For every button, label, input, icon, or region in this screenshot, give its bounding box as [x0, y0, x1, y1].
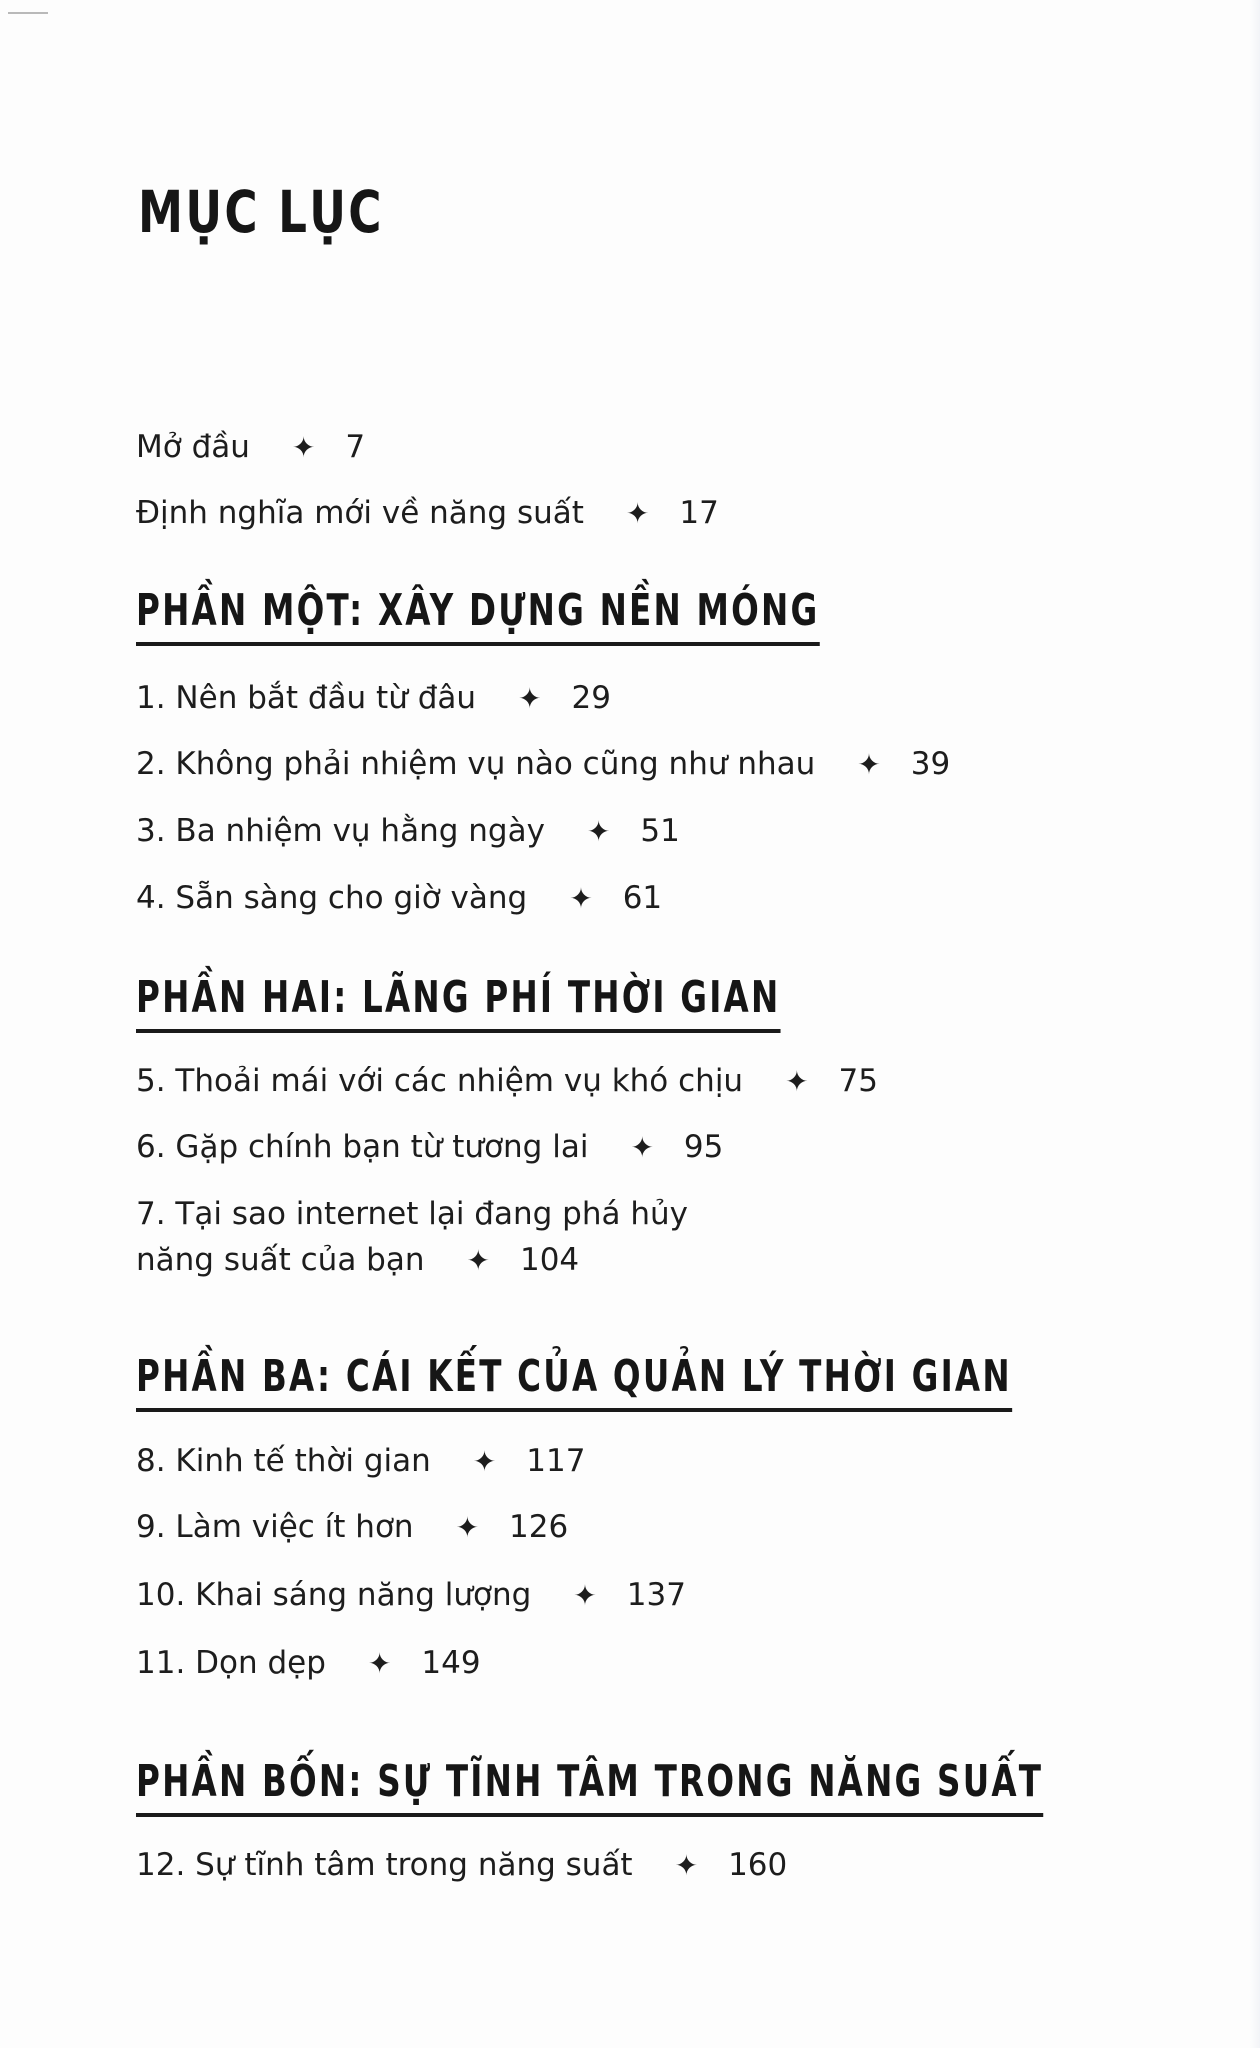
entry-page-number: 137 [626, 1577, 686, 1613]
star-separator-icon: ✦ [573, 1579, 597, 1612]
star-separator-icon: ✦ [630, 1131, 654, 1164]
star-separator-icon: ✦ [785, 1065, 809, 1098]
star-separator-icon: ✦ [291, 431, 316, 464]
entry-page-number: 149 [421, 1645, 481, 1681]
entry-label: Mở đầu [136, 429, 250, 465]
entry-label: 5. Thoải mái với các nhiệm vụ khó chịu [136, 1063, 744, 1099]
star-separator-icon: ✦ [586, 815, 611, 848]
scan-edge-mark [8, 12, 48, 14]
entry-label: 8. Kinh tế thời gian [136, 1443, 431, 1479]
part-heading: PHẦN MỘT: XÂY DỰNG NỀN MÓNG [136, 586, 819, 646]
toc-entry [136, 1842, 787, 1889]
part-heading: PHẦN HAI: LÃNG PHÍ THỜI GIAN [136, 973, 780, 1033]
entry-label: 12. Sự tĩnh tâm trong năng suất [136, 1847, 633, 1883]
toc-entry [136, 490, 719, 537]
entry-page-number: 7 [345, 429, 366, 465]
page-edge-shadow [1250, 0, 1260, 2048]
entry-label: 1. Nên bắt đầu từ đâu [136, 680, 477, 716]
toc-entry [136, 424, 365, 471]
entry-page-number: 117 [526, 1443, 586, 1479]
star-separator-icon: ✦ [857, 748, 881, 781]
toc-entry [136, 1191, 688, 1284]
toc-entry [136, 1572, 686, 1619]
entry-label: 6. Gặp chính bạn từ tương lai [136, 1129, 589, 1165]
star-separator-icon: ✦ [674, 1849, 699, 1882]
entry-label: 11. Dọn dẹp [136, 1645, 326, 1681]
entry-page-number: 104 [519, 1242, 580, 1278]
entry-label: Định nghĩa mới về năng suất [136, 495, 584, 531]
entry-page-number: 75 [838, 1063, 878, 1099]
entry-page-number: 29 [571, 680, 611, 716]
star-separator-icon: ✦ [472, 1445, 497, 1478]
toc-title: MỤC LỤC [138, 178, 384, 246]
star-separator-icon: ✦ [518, 682, 542, 715]
entry-label-line1: 7. Tại sao internet lại đang phá hủy [136, 1196, 688, 1232]
part-heading: PHẦN BA: CÁI KẾT CỦA QUẢN LÝ THỜI GIAN [136, 1352, 1012, 1412]
entry-page-number: 61 [622, 880, 663, 916]
entry-label: 10. Khai sáng năng lượng [136, 1577, 532, 1613]
star-separator-icon: ✦ [367, 1647, 392, 1680]
entry-label: 2. Không phải nhiệm vụ nào cũng như nhau [136, 746, 816, 782]
entry-page-number: 126 [509, 1509, 569, 1545]
entry-label: 3. Ba nhiệm vụ hằng ngày [136, 813, 545, 849]
star-separator-icon: ✦ [569, 882, 593, 915]
toc-entry [136, 1504, 568, 1551]
entry-page-number: 17 [679, 495, 719, 531]
toc-entry [136, 741, 950, 788]
toc-entry [136, 808, 680, 855]
entry-page-number: 39 [910, 746, 951, 782]
entry-label: 4. Sẵn sàng cho giờ vàng [136, 880, 528, 916]
entry-page-number: 51 [640, 813, 680, 849]
toc-entry [136, 675, 611, 722]
entry-label: 9. Làm việc ít hơn [136, 1509, 414, 1545]
toc-entry [136, 1640, 481, 1687]
toc-entry [136, 1438, 585, 1485]
toc-entry [136, 875, 662, 922]
star-separator-icon: ✦ [455, 1511, 480, 1544]
entry-page-number: 95 [683, 1129, 724, 1165]
entry-page-number: 160 [728, 1847, 788, 1883]
entry-label-line2: năng suất của bạn [136, 1242, 425, 1278]
toc-entry [136, 1058, 878, 1105]
toc-entry [136, 1124, 723, 1171]
star-separator-icon: ✦ [466, 1244, 490, 1277]
star-separator-icon: ✦ [625, 497, 650, 530]
part-heading: PHẦN BỐN: SỰ TĨNH TÂM TRONG NĂNG SUẤT [136, 1757, 1043, 1817]
